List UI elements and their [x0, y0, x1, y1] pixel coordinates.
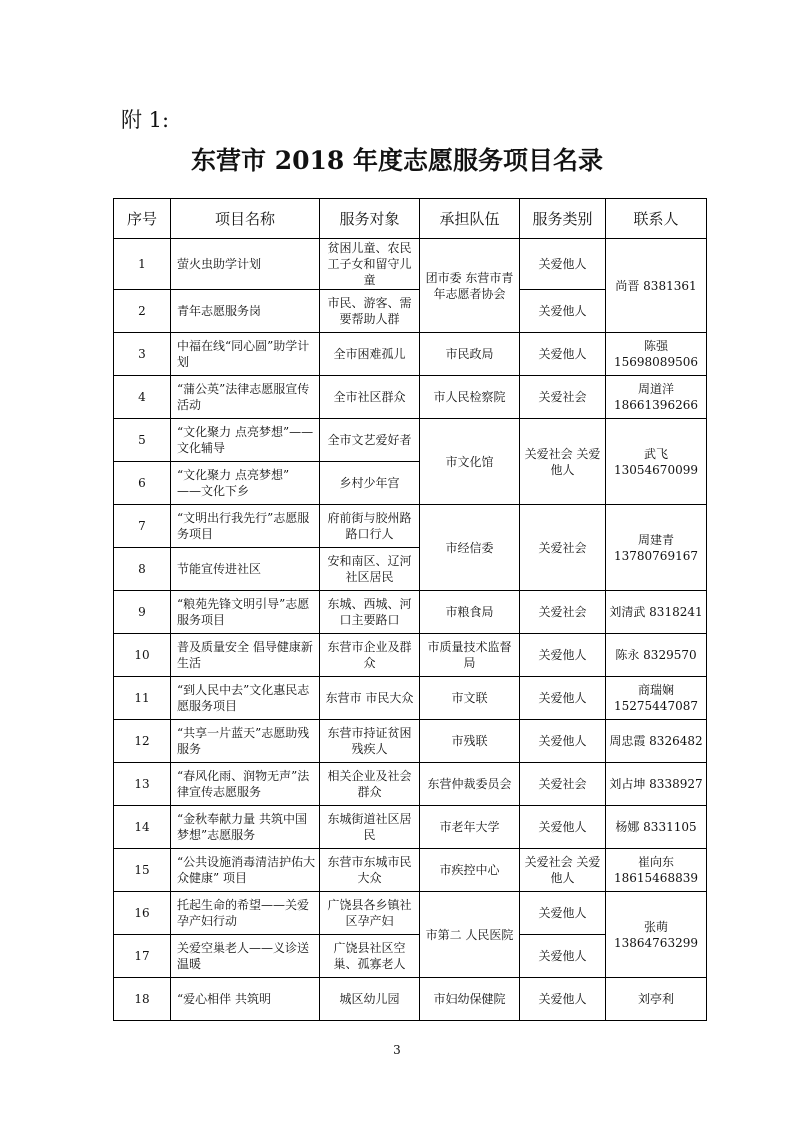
service-category: 关爱他人: [520, 239, 606, 290]
project-name: “金秋奉献力量 共筑中国梦想”志愿服务: [171, 806, 320, 849]
service-target: 全市文艺爱好者: [320, 419, 420, 462]
service-team: 市质量技术监督局: [420, 634, 520, 677]
row-no: 9: [114, 591, 171, 634]
contact-person: 陈永 8329570: [606, 634, 707, 677]
service-target: 城区幼儿园: [320, 978, 420, 1021]
table-row: [114, 333, 707, 376]
contact-person: 周忠霞 8326482: [606, 720, 707, 763]
table-row: [114, 239, 707, 290]
project-name: “蒲公英”法律志愿服宣传活动: [171, 376, 320, 419]
header-team: 承担队伍: [420, 199, 520, 239]
row-no: 6: [114, 462, 171, 505]
table-row: [114, 892, 707, 935]
annex-label: 附 1:: [121, 108, 170, 132]
project-name: “文明出行我先行”志愿服务项目: [171, 505, 320, 548]
row-no: 15: [114, 849, 171, 892]
table-row: [114, 849, 707, 892]
contact-person: 尚晋 8381361: [606, 239, 707, 333]
service-category: 关爱社会 关爱他人: [520, 849, 606, 892]
service-team: 市疾控中心: [420, 849, 520, 892]
header-category: 服务类别: [520, 199, 606, 239]
project-name: “公共设施消毒清洁护佑大众健康” 项目: [171, 849, 320, 892]
contact-person: 周道洋 18661396266: [606, 376, 707, 419]
service-target: 东营市东城市民大众: [320, 849, 420, 892]
header-no: 序号: [114, 199, 171, 239]
table-row: [114, 763, 707, 806]
project-name: 萤火虫助学计划: [171, 239, 320, 290]
service-team: 市妇幼保健院: [420, 978, 520, 1021]
contact-person: 刘占坤 8338927: [606, 763, 707, 806]
row-no: 3: [114, 333, 171, 376]
service-category: 关爱他人: [520, 935, 606, 978]
contact-person: 陈强 15698089506: [606, 333, 707, 376]
contact-person: 刘清武 8318241: [606, 591, 707, 634]
table-row: [114, 419, 707, 462]
service-category: 关爱他人: [520, 333, 606, 376]
service-target: 广饶县各乡镇社区孕产妇: [320, 892, 420, 935]
project-name: “爱心相伴 共筑明: [171, 978, 320, 1021]
service-team: 市老年大学: [420, 806, 520, 849]
page-number: 3: [393, 1043, 401, 1057]
page-title: 东营市 2018 年度志愿服务项目名录: [191, 146, 603, 175]
service-category: 关爱他人: [520, 634, 606, 677]
contact-person: 杨娜 8331105: [606, 806, 707, 849]
service-category: 关爱社会: [520, 376, 606, 419]
row-no: 7: [114, 505, 171, 548]
service-target: 全市困难孤儿: [320, 333, 420, 376]
service-target: 东营市 市民大众: [320, 677, 420, 720]
service-target: 安和南区、辽河社区居民: [320, 548, 420, 591]
service-category: 关爱社会 关爱他人: [520, 419, 606, 505]
service-category: 关爱社会: [520, 591, 606, 634]
service-target: 东营市企业及群众: [320, 634, 420, 677]
row-no: 12: [114, 720, 171, 763]
row-no: 4: [114, 376, 171, 419]
service-category: 关爱他人: [520, 806, 606, 849]
service-target: 全市社区群众: [320, 376, 420, 419]
project-name: 托起生命的希望——关爱孕产妇行动: [171, 892, 320, 935]
project-name: 中福在线“同心圆”助学计划: [171, 333, 320, 376]
service-team: 市第二 人民医院: [420, 892, 520, 978]
service-target: 贫困儿童、农民工子女和留守儿童: [320, 239, 420, 290]
service-target: 乡村少年宫: [320, 462, 420, 505]
service-category: 关爱社会: [520, 763, 606, 806]
table-row: [114, 591, 707, 634]
row-no: 11: [114, 677, 171, 720]
project-name: 节能宣传进社区: [171, 548, 320, 591]
project-name: 关爱空巢老人——义诊送温暖: [171, 935, 320, 978]
service-target: 相关企业及社会群众: [320, 763, 420, 806]
table-header-row: [114, 199, 707, 239]
service-team: 市民政局: [420, 333, 520, 376]
table-row: [114, 505, 707, 548]
service-target: 东营市持证贫困残疾人: [320, 720, 420, 763]
table-row: [114, 634, 707, 677]
project-name: 青年志愿服务岗: [171, 290, 320, 333]
row-no: 1: [114, 239, 171, 290]
service-category: 关爱他人: [520, 892, 606, 935]
row-no: 10: [114, 634, 171, 677]
service-category: 关爱他人: [520, 290, 606, 333]
table-row: [114, 677, 707, 720]
service-team: 市经信委: [420, 505, 520, 591]
project-name: “共享一片蓝天”志愿助残服务: [171, 720, 320, 763]
contact-person: 武飞 13054670099: [606, 419, 707, 505]
service-team: 东营仲裁委员会: [420, 763, 520, 806]
contact-person: 张萌 13864763299: [606, 892, 707, 978]
project-name: “文化聚力 点亮梦想” ——文化下乡: [171, 462, 320, 505]
service-team: 市文联: [420, 677, 520, 720]
service-target: 府前街与胶州路路口行人: [320, 505, 420, 548]
contact-person: 刘亭利: [606, 978, 707, 1021]
header-name: 项目名称: [171, 199, 320, 239]
header-contact: 联系人: [606, 199, 707, 239]
service-team: 市残联: [420, 720, 520, 763]
service-target: 东城、西城、河口主要路口: [320, 591, 420, 634]
header-target: 服务对象: [320, 199, 420, 239]
service-team: 市人民检察院: [420, 376, 520, 419]
table-row: [114, 376, 707, 419]
contact-person: 崔向东 18615468839: [606, 849, 707, 892]
table-row: [114, 720, 707, 763]
contact-person: 周建青 13780769167: [606, 505, 707, 591]
project-name: 普及质量安全 倡导健康新生活: [171, 634, 320, 677]
service-category: 关爱他人: [520, 720, 606, 763]
row-no: 5: [114, 419, 171, 462]
row-no: 17: [114, 935, 171, 978]
row-no: 8: [114, 548, 171, 591]
project-table: [113, 198, 707, 1021]
row-no: 2: [114, 290, 171, 333]
row-no: 13: [114, 763, 171, 806]
service-team: 市文化馆: [420, 419, 520, 505]
table-row: [114, 806, 707, 849]
service-team: 团市委 东营市青年志愿者协会: [420, 239, 520, 333]
table-row: [114, 978, 707, 1021]
project-name: “到人民中去”文化惠民志愿服务项目: [171, 677, 320, 720]
row-no: 18: [114, 978, 171, 1021]
service-category: 关爱他人: [520, 978, 606, 1021]
project-name: “文化聚力 点亮梦想”——文化辅导: [171, 419, 320, 462]
service-target: 广饶县社区空巢、孤寡老人: [320, 935, 420, 978]
service-target: 市民、游客、需要帮助人群: [320, 290, 420, 333]
contact-person: 商瑞娴 15275447087: [606, 677, 707, 720]
row-no: 14: [114, 806, 171, 849]
service-target: 东城街道社区居民: [320, 806, 420, 849]
row-no: 16: [114, 892, 171, 935]
service-team: 市粮食局: [420, 591, 520, 634]
service-category: 关爱社会: [520, 505, 606, 591]
service-category: 关爱他人: [520, 677, 606, 720]
project-name: “粮苑先锋文明引导”志愿服务项目: [171, 591, 320, 634]
project-name: “春风化雨、润物无声”法律宣传志愿服务: [171, 763, 320, 806]
